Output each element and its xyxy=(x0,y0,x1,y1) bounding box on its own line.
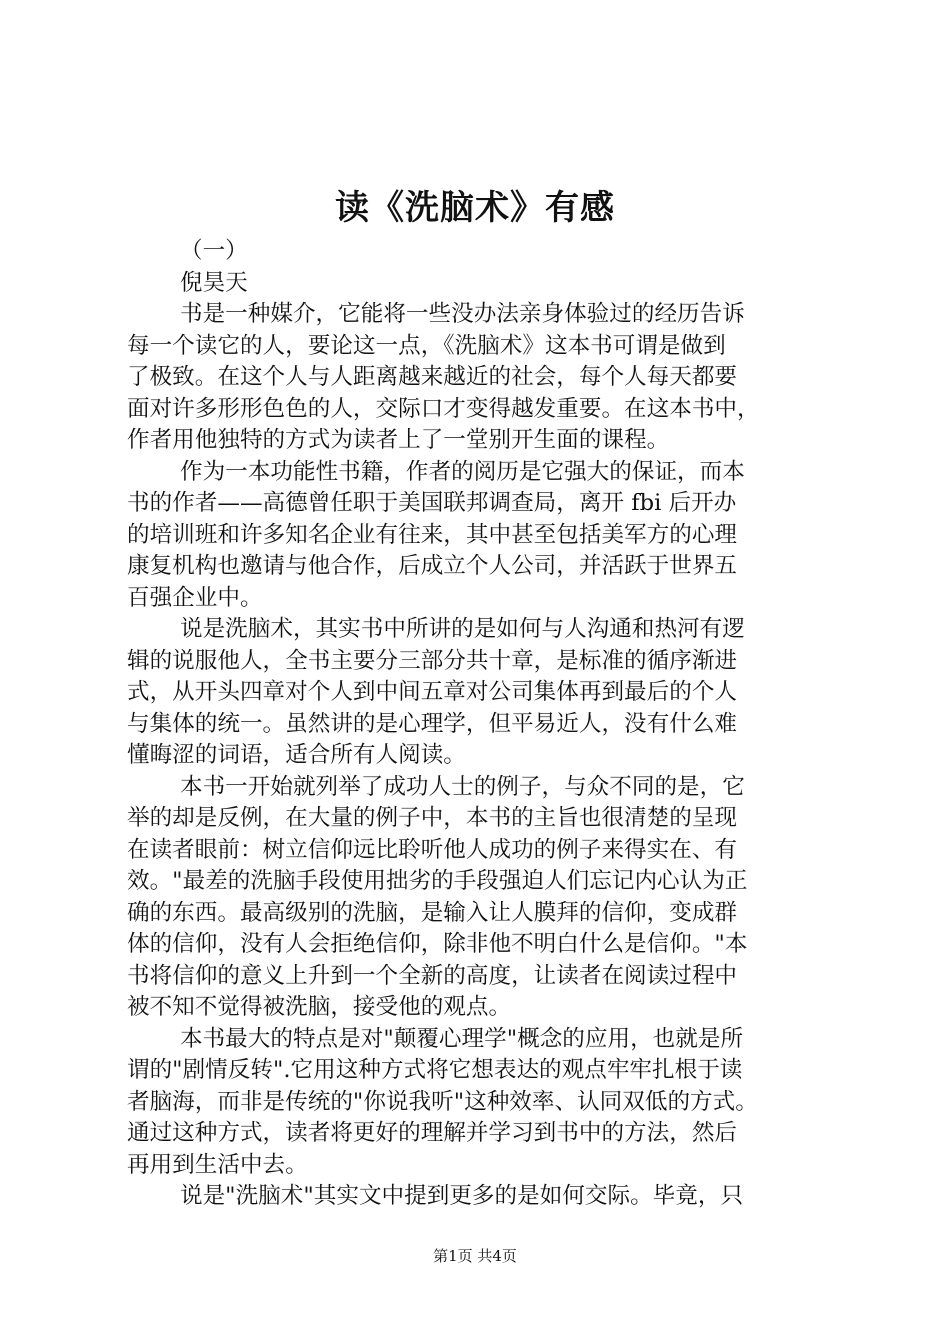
section-number: （一） xyxy=(180,238,248,264)
page-footer: 第1页 共4页 xyxy=(433,1247,517,1265)
paragraph-line: 本书最大的特点是对"颠覆心理学"概念的应用，也就是所 xyxy=(180,1025,744,1052)
paragraph-line: 面对许多形形色色的人，交际口才变得越发重要。在这本书中， xyxy=(127,395,760,422)
paragraph-line: 效。"最差的洗脑手段使用拙劣的手段强迫人们忘记内心认为正 xyxy=(127,868,748,894)
paragraph-line: 确的东西。最高级别的洗脑，是输入让人膜拜的信仰，变成群 xyxy=(127,899,738,926)
paragraph-line: 作者用他独特的方式为读者上了一堂别开生面的课程。 xyxy=(127,427,670,453)
paragraph-line: 说是"洗脑术"其实文中提到更多的是如何交际。毕竟，只 xyxy=(180,1183,744,1209)
paragraph-line: 懂晦涩的词语，适合所有人阅读。 xyxy=(127,742,466,768)
document-body xyxy=(127,236,832,1213)
paragraph-line: 书是一种媒介，它能将一些没办法亲身体验过的经历告诉 xyxy=(180,301,745,327)
paragraph-line: 的培训班和许多知名企业有往来，其中甚至包括美军方的心理 xyxy=(127,521,738,548)
paragraph-line: 本书一开始就列举了成功人士的例子，与众不同的是，它 xyxy=(180,773,745,800)
paragraph xyxy=(127,1024,832,1182)
paragraph xyxy=(127,614,832,772)
paragraph xyxy=(127,299,832,457)
paragraph-line: 每一个读它的人，要论这一点，《洗脑术》这本书可谓是做到 xyxy=(127,332,726,359)
paragraph-line: 谓的"剧情反转".它用这种方式将它想表达的观点牢牢扎根于读 xyxy=(127,1057,743,1083)
paragraph-line: 再用到生活中去。 xyxy=(127,1151,308,1178)
paragraph-line: 康复机构也邀请与他合作，后成立个人公司，并活跃于世界五 xyxy=(127,553,738,579)
paragraph-line: 辑的说服他人，全书主要分三部分共十章，是标准的循序渐进 xyxy=(127,647,738,674)
paragraph-line: 作为一本功能性书籍，作者的阅历是它强大的保证，而本 xyxy=(180,458,745,485)
author-name: 倪昊天 xyxy=(180,269,248,296)
paragraph-line: 举的却是反例，在大量的例子中，本书的主旨也很清楚的呈现 xyxy=(127,805,738,831)
paragraph-line: 百强企业中。 xyxy=(127,584,263,611)
paragraph-line: 了极致。在这个人与人距离越来越近的社会，每个人每天都要 xyxy=(127,364,738,390)
paragraph-line: 与集体的统一。虽然讲的是心理学，但平易近人，没有什么难 xyxy=(127,710,738,737)
paragraph-line: 在读者眼前：树立信仰远比聆听他人成功的例子来得实在、有 xyxy=(127,836,738,863)
document-title: 读《洗脑术》有感 xyxy=(335,188,615,228)
paragraph-line: 书将信仰的意义上升到一个全新的高度，让读者在阅读过程中 xyxy=(127,962,738,989)
paragraph-line: 者脑海，而非是传统的"你说我听"这种效率、认同双低的方式。 xyxy=(127,1088,758,1115)
paragraph-line: 通过这种方式，读者将更好的理解并学习到书中的方法，然后 xyxy=(127,1120,738,1146)
paragraph xyxy=(127,772,832,1024)
paragraph-line: 书的作者——高德曾任职于美国联邦调查局，离开 fbi 后开办 xyxy=(127,490,737,516)
paragraph-line: 式，从开头四章对个人到中间五章对公司集体再到最后的个人 xyxy=(127,679,738,705)
paragraph-container xyxy=(127,299,832,1213)
paragraph-line: 说是洗脑术，其实书中所讲的是如何与人沟通和热河有逻 xyxy=(180,616,745,642)
paragraph xyxy=(127,1181,832,1213)
paragraph-line: 被不知不觉得被洗脑，接受他的观点。 xyxy=(127,994,512,1020)
paragraph xyxy=(127,457,832,615)
paragraph-line: 体的信仰，没有人会拒绝信仰，除非他不明白什么是信仰。"本 xyxy=(127,931,748,957)
